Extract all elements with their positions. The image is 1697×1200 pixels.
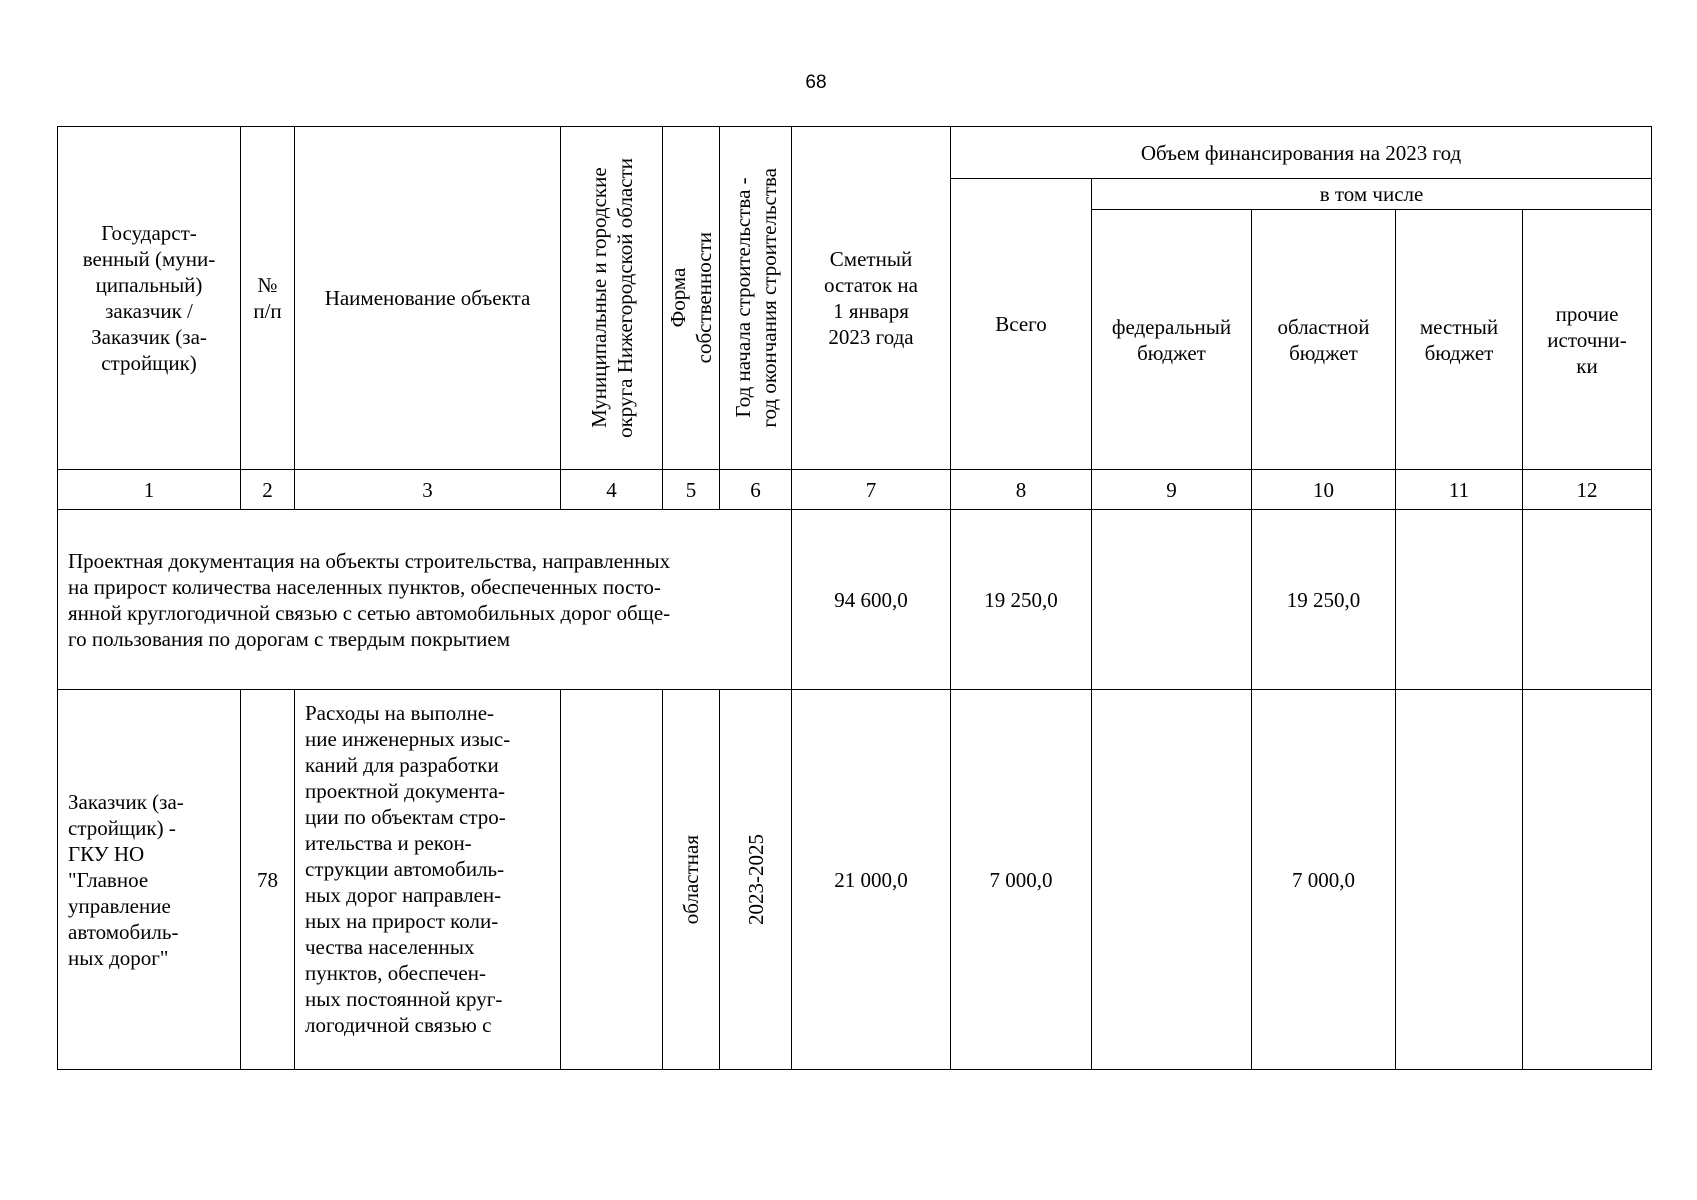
- row-total: 7 000,0: [951, 690, 1092, 1070]
- header-customer: Государст- венный (муни- ципальный) заказчик / Заказчик (за- стройщик): [58, 127, 241, 470]
- header-number: № п/п: [241, 127, 295, 470]
- column-number: 11: [1396, 470, 1523, 510]
- section-other: [1523, 510, 1652, 690]
- column-number: 3: [295, 470, 561, 510]
- row-regional: 7 000,0: [1252, 690, 1396, 1070]
- row-ownership: областная: [663, 690, 720, 1070]
- row-years: 2023-2025: [720, 690, 792, 1070]
- header-ownership: Форма собственности: [663, 127, 720, 470]
- header-regional: областной бюджет: [1252, 210, 1396, 470]
- section-estimated-balance: 94 600,0: [792, 510, 951, 690]
- section-total: 19 250,0: [951, 510, 1092, 690]
- header-total: Всего: [951, 179, 1092, 470]
- header-years: Год начала строительства - год окончания строительства: [720, 127, 792, 470]
- header-municipal: Муниципальные и городские округа Нижегородской области: [561, 127, 663, 470]
- column-number: 4: [561, 470, 663, 510]
- column-number: 7: [792, 470, 951, 510]
- header-row-1: [58, 127, 1652, 179]
- row-number: 78: [241, 690, 295, 1070]
- column-number: 1: [58, 470, 241, 510]
- column-number: 6: [720, 470, 792, 510]
- row-municipal: [561, 690, 663, 1070]
- column-number: 12: [1523, 470, 1652, 510]
- column-numbers-row: [58, 470, 1652, 510]
- header-financing-title: Объем финансирования на 2023 год: [951, 127, 1652, 179]
- data-row: [58, 690, 1652, 1070]
- header-other: прочие источни- ки: [1523, 210, 1652, 470]
- row-federal: [1092, 690, 1252, 1070]
- section-federal: [1092, 510, 1252, 690]
- page-number: 68: [805, 72, 827, 93]
- header-object-name: Наименование объекта: [295, 127, 561, 470]
- row-other: [1523, 690, 1652, 1070]
- column-number: 5: [663, 470, 720, 510]
- header-local: местный бюджет: [1396, 210, 1523, 470]
- row-estimated-balance: 21 000,0: [792, 690, 951, 1070]
- section-title: Проектная документация на объекты строительства, направленных на прирост количества населенных пунктов, обеспеченных посто- янной круглогодичной связью с сетью автомобильных дорог обще- го пользования по дорогам с твердым покрытием: [58, 510, 792, 690]
- row-customer: Заказчик (за- стройщик) - ГКУ НО "Главное управление автомобиль- ных дорог": [58, 690, 241, 1070]
- column-number: 2: [241, 470, 295, 510]
- header-estimated-balance: Сметный остаток на 1 января 2023 года: [792, 127, 951, 470]
- financing-table: [57, 126, 1652, 1070]
- row-object-name: Расходы на выполне- ние инженерных изыс- каний для разработки проектной документа- ции по объектам стро- ительства и рекон- струкции автомобиль- ных дорог направлен- ных на прирост коли- чества населенных пунктов, обеспечен- ных постоянной круг- логодичной связью с: [295, 690, 561, 1070]
- section-row: [58, 510, 1652, 690]
- section-regional: 19 250,0: [1252, 510, 1396, 690]
- row-local: [1396, 690, 1523, 1070]
- column-number: 9: [1092, 470, 1252, 510]
- column-number: 10: [1252, 470, 1396, 510]
- header-federal: федеральный бюджет: [1092, 210, 1252, 470]
- section-local: [1396, 510, 1523, 690]
- column-number: 8: [951, 470, 1092, 510]
- header-including: в том числе: [1092, 179, 1652, 210]
